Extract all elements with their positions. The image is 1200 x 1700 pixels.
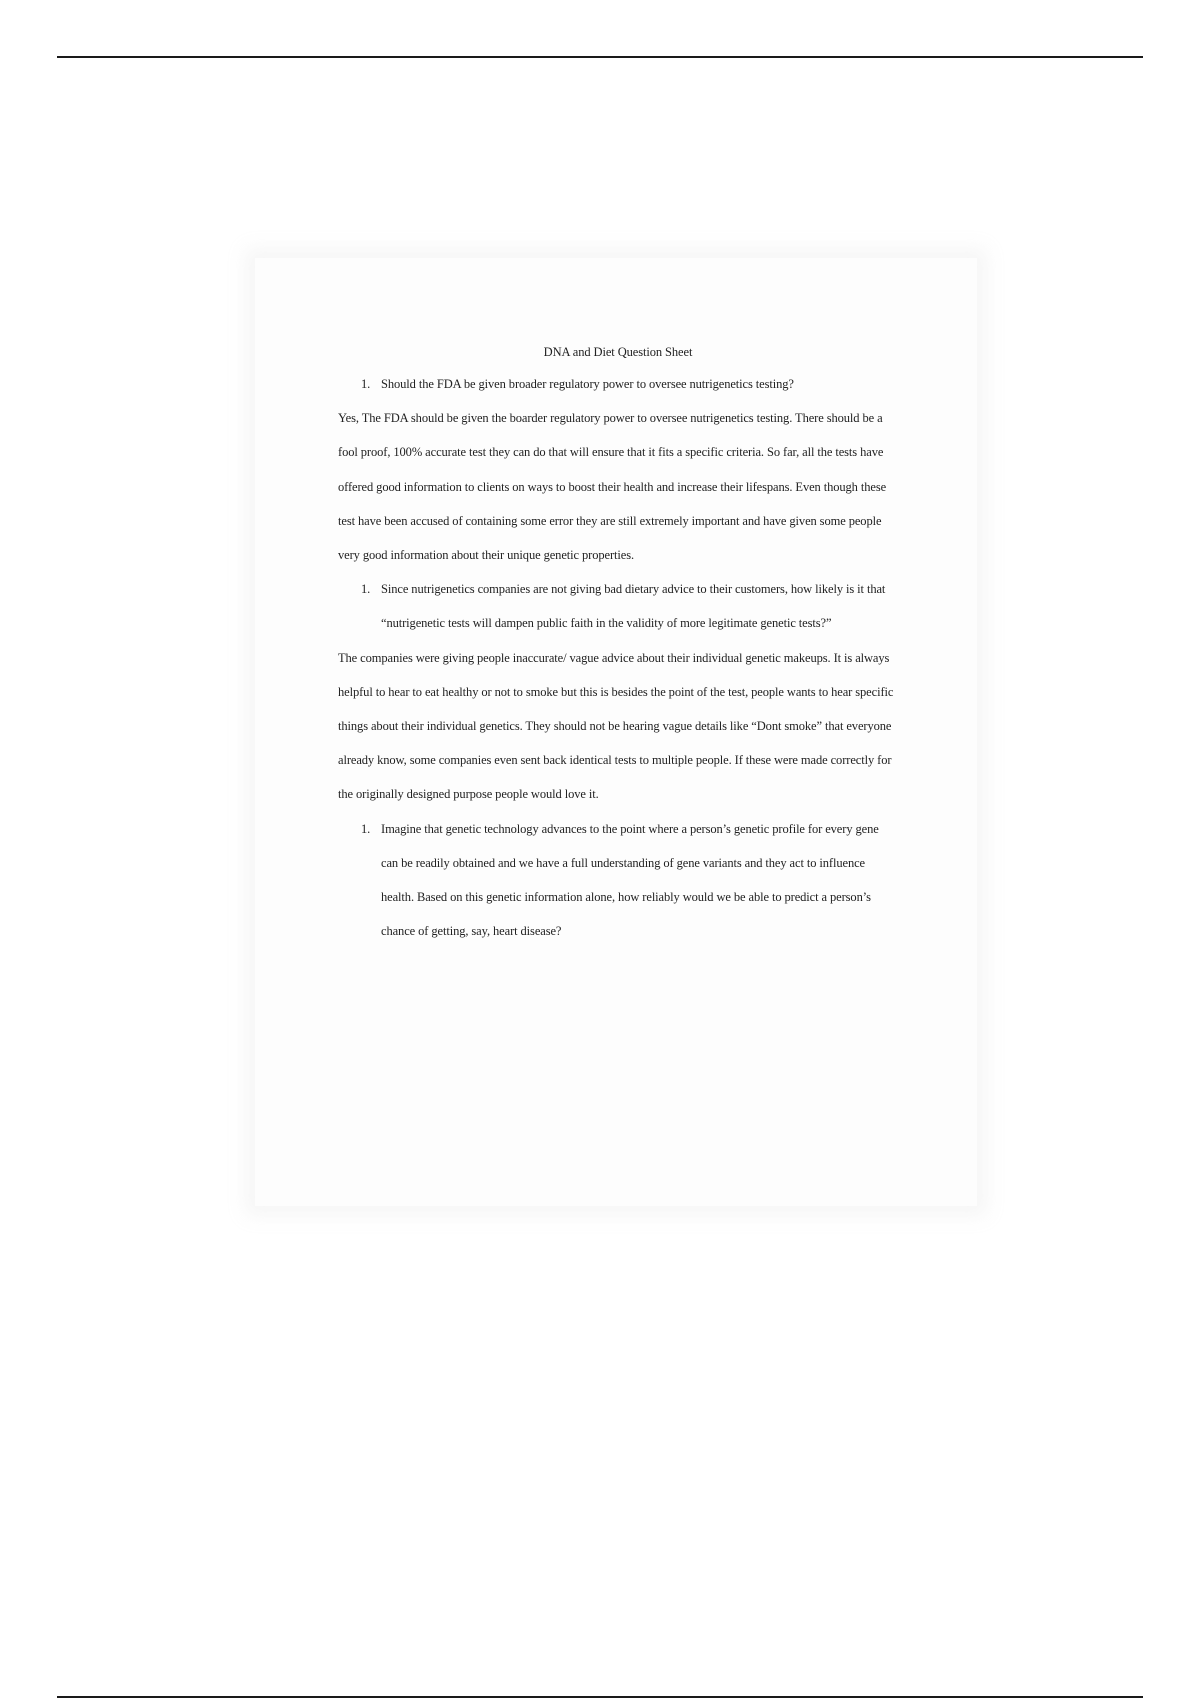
question-text: Since nutrigenetics companies are not giving bad dietary advice to their customers, how likely is it that “nutrigenetic tests will dampen public faith in the validity of more legitimate genetic tests?”	[381, 582, 886, 631]
bottom-rule	[57, 1696, 1143, 1698]
question-1	[338, 367, 898, 401]
question-number: 1.	[361, 582, 371, 597]
document-title: DNA and Diet Question Sheet	[543, 345, 693, 359]
question-text: Should the FDA be given broader regulatory power to oversee nutrigenetics testing?	[381, 377, 794, 391]
question-2	[338, 572, 898, 640]
question-number: 1.	[361, 821, 371, 836]
question-number: 1.	[361, 377, 371, 391]
document-body	[338, 339, 898, 948]
question-3	[338, 812, 898, 949]
answer-1: Yes, The FDA should be given the boarder regulatory power to oversee nutrigenetics testing. There should be a fool proof, 100% accurate test they can do that will ensure that it fits a specific criteria. So far, all the tests have offered good information to clients on ways to boost their health and increase their lifespans. Even though these test have been accused of containing some error they are still extremely important and have given some people very good information about their unique genetic properties.	[338, 411, 887, 563]
top-rule	[57, 56, 1143, 58]
question-text: Imagine that genetic technology advances to the point where a person’s genetic profile for every gene can be readily obtained and we have a full understanding of gene variants and they act to influence health. Based on this genetic information alone, how reliably would we be able to predict a person’s chance of getting, say, heart disease?	[381, 821, 879, 939]
answer-2: The companies were giving people inaccurate/ vague advice about their individual genetic makeups. It is always helpful to hear to eat healthy or not to smoke but this is besides the point of the test, people wants to hear specific things about their individual genetics. They should not be hearing vague details like “Dont smoke” that everyone already know, some companies even sent back identical tests to multiple people. If these were made correctly for the originally designed purpose people would love it.	[338, 650, 894, 802]
